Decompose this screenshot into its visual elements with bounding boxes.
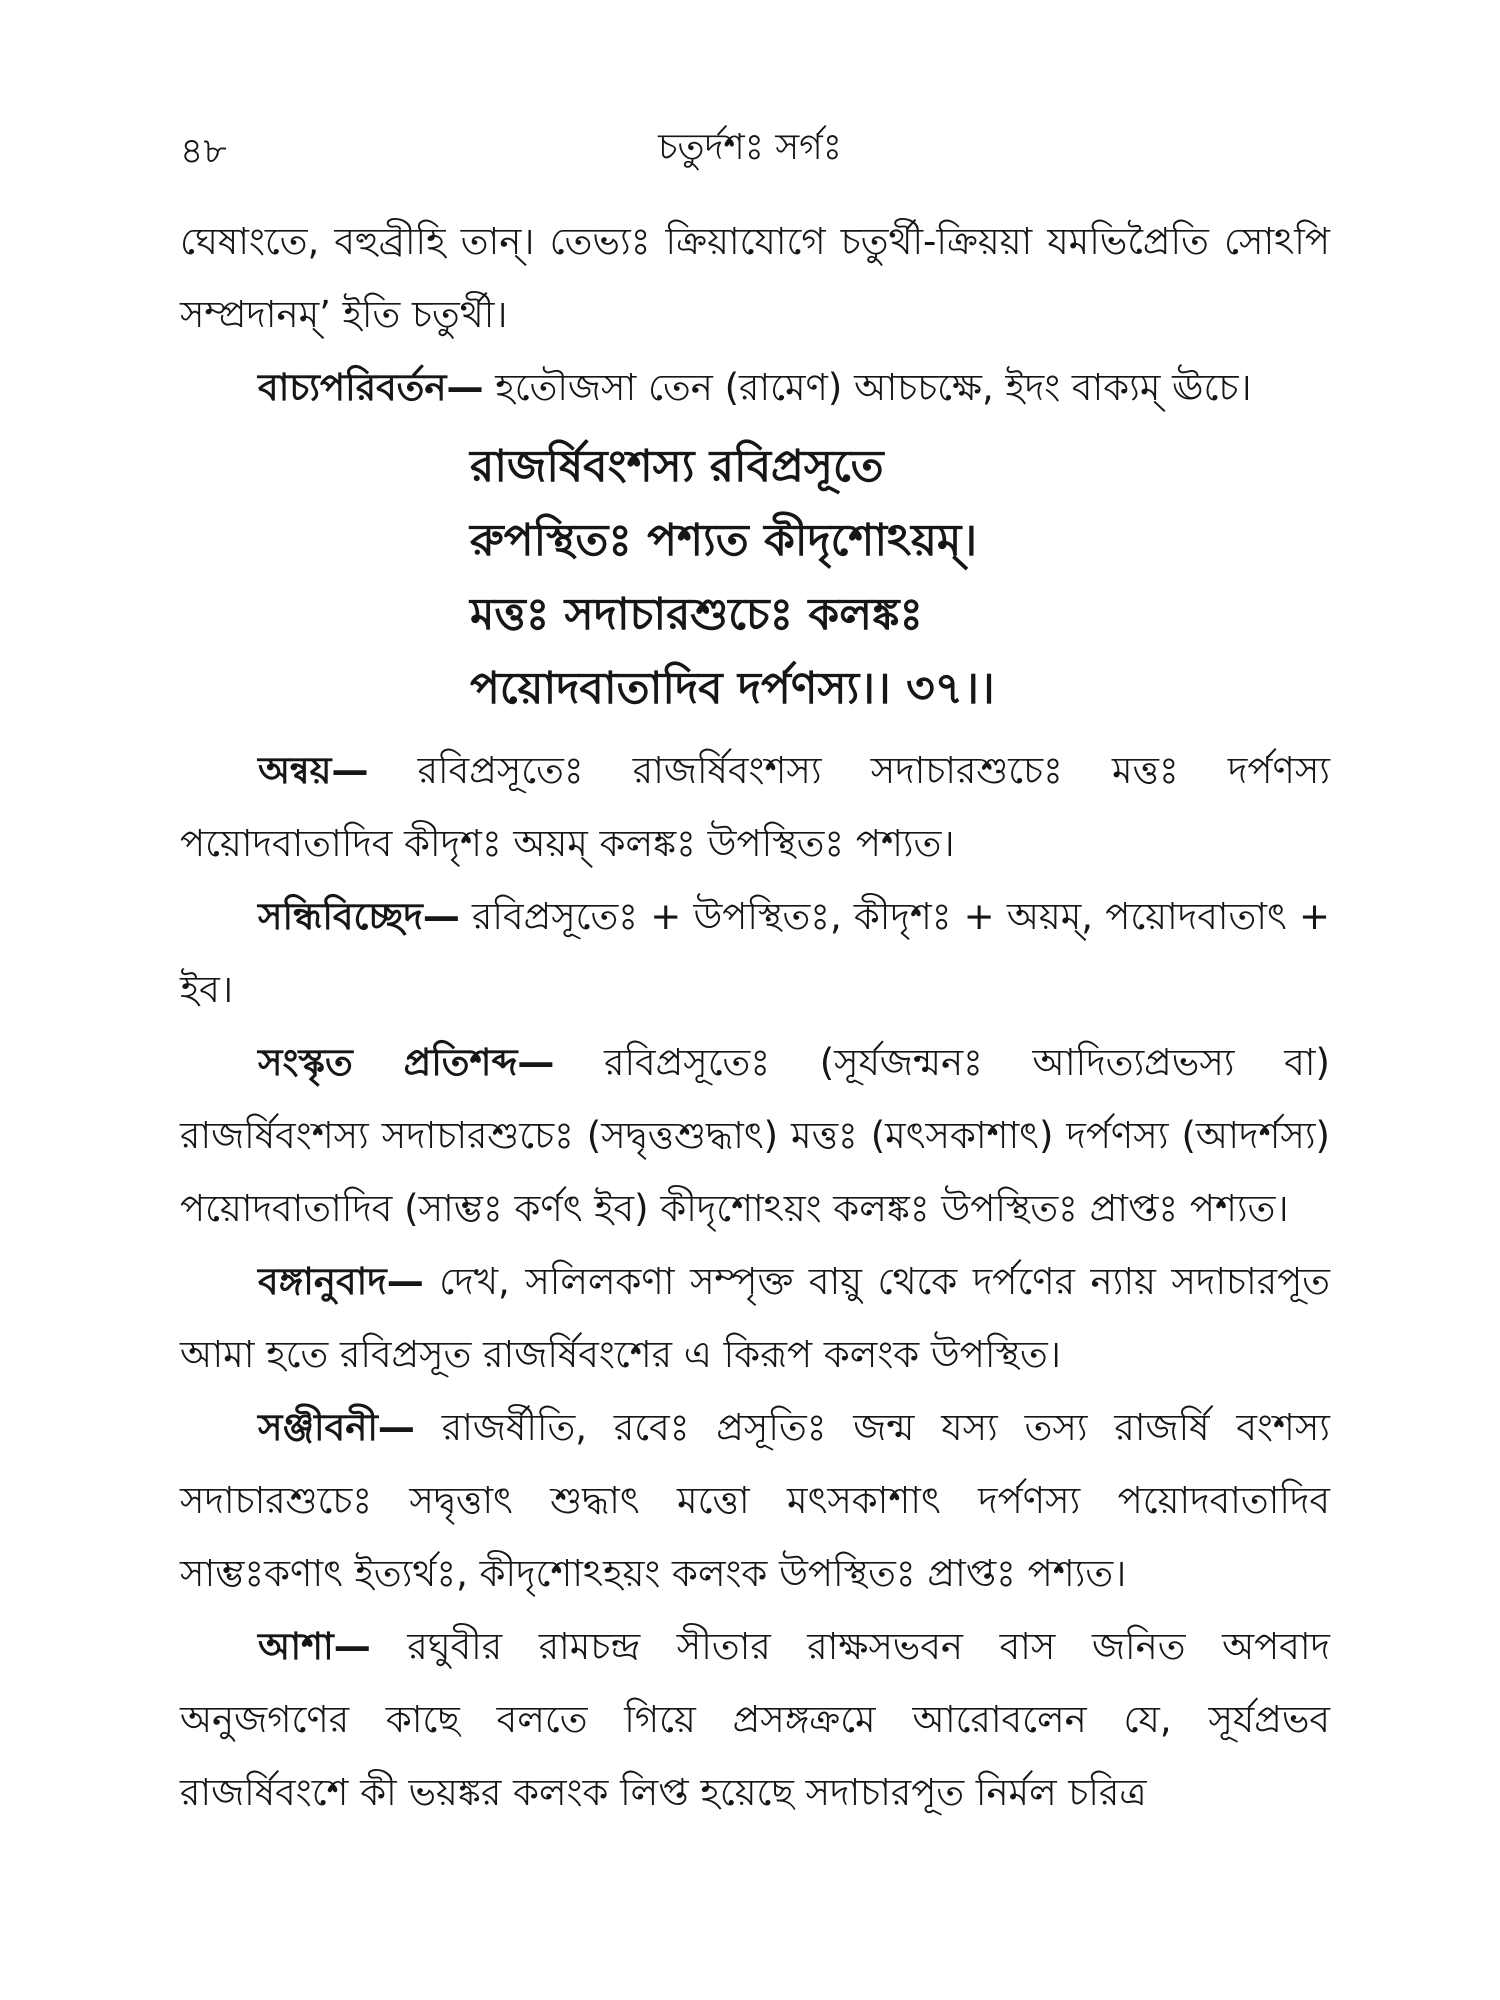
page-header — [180, 120, 1320, 180]
sanjivani-paragraph — [180, 1391, 1330, 1610]
sandhi-label: সন্ধিবিচ্ছেদ— — [258, 895, 460, 938]
running-title: চতুর্দশঃ সর্গঃ — [658, 127, 842, 168]
page-number: ৪৮ — [180, 131, 227, 172]
anubad-label: বঙ্গানুবাদ— — [258, 1260, 424, 1303]
sandhi-text: রবিপ্রসূতেঃ + উপস্থিতঃ, কীদৃশঃ + অয়ম্, পয়োদবাতাৎ + ইব। — [180, 895, 1330, 1011]
sandhi-paragraph — [180, 880, 1330, 1026]
anubad-paragraph — [180, 1245, 1330, 1391]
anvaya-label: অন্বয়— — [258, 749, 369, 792]
verse-line: পয়োদবাতাদিব দর্পণস্য।। ৩৭।। — [470, 663, 995, 714]
pratishabda-text: রবিপ্রসূতেঃ (সূর্যজন্মনঃ আদিত্যপ্রভস্য বা) রাজর্ষিবংশস্য সদাচারশুচেঃ (সদ্বৃত্তশুদ্ধাৎ) মত্তঃ (মৎসকাশাৎ) দর্পণস্য (আদর্শস্য) পয়োদবাতাদিব (সাম্ভঃ কর্ণৎ ইব) কীদৃশোঽয়ং কলঙ্কঃ উপস্থিতঃ প্রাপ্তঃ পশ্যত। — [180, 1041, 1330, 1230]
vachya-paragraph — [180, 351, 1330, 424]
verse-line: মত্তঃ সদাচারশুচেঃ কলঙ্কঃ — [470, 589, 923, 640]
pratishabda-label: সংস্কৃত প্রতিশব্দ— — [258, 1041, 555, 1084]
sanjivani-text: রাজর্ষীতি, রবেঃ প্রসূতিঃ জন্ম যস্য তস্য রাজর্ষি বংশস্য সদাচারশুচেঃ সদ্বৃত্তাৎ শুদ্ধাৎ মত্তো মৎসকাশাৎ দর্পণস্য পয়োদবাতাদিব সাম্ভঃকণাৎ ইত্যর্থঃ, কীদৃশোঽহয়ং কলংক উপস্থিতঃ প্রাপ্তঃ পশ্যত। — [180, 1406, 1330, 1595]
anubad-text: দেখ, সলিলকণা সম্পৃক্ত বায়ু থেকে দর্পণের ন্যায় সদাচারপূত আমা হতে রবিপ্রসূত রাজর্ষিবংশের এ কিরূপ কলংক উপস্থিত। — [180, 1260, 1330, 1376]
pratishabda-paragraph — [180, 1026, 1330, 1245]
verse-line: রুপস্থিতঃ পশ্যত কীদৃশোঽয়ম্। — [470, 515, 978, 566]
verse-block — [470, 430, 1330, 726]
asha-text: রঘুবীর রামচন্দ্র সীতার রাক্ষসভবন বাস জনিত অপবাদ অনুজগণের কাছে বলতে গিয়ে প্রসঙ্গক্রমে আরোবলেন যে, সূর্যপ্রভব রাজর্ষিবংশে কী ভয়ঙ্কর কলংক লিপ্ত হয়েছে সদাচারপূত নির্মল চরিত্র — [180, 1625, 1330, 1814]
anvaya-paragraph — [180, 734, 1330, 880]
verse-line: রাজর্ষিবংশস্য রবিপ্রসূতে — [470, 441, 884, 492]
intro-paragraph — [180, 205, 1330, 351]
page-body — [180, 205, 1330, 1829]
intro-text: ঘেষাংতে, বহুব্রীহি তান্। তেভ্যঃ ক্রিয়াযোগে চতুর্থী-ক্রিয়য়া যমভিপ্রৈতি সোঽপি সম্প্রদানম্’ ইতি চতুর্থী। — [180, 220, 1330, 336]
anvaya-text: রবিপ্রসূতেঃ রাজর্ষিবংশস্য সদাচারশুচেঃ মত্তঃ দর্পণস্য পয়োদবাতাদিব কীদৃশঃ অয়ম্ কলঙ্কঃ উপস্থিতঃ পশ্যত। — [180, 749, 1330, 865]
vachya-label: বাচ্যপরিবর্তন— — [258, 366, 484, 409]
vachya-text: হতৌজসা তেন (রামেণ) আচচক্ষে, ইদং বাক্যম্ ঊচে। — [483, 366, 1252, 409]
sanjivani-label: সঞ্জীবনী— — [258, 1406, 415, 1449]
asha-paragraph — [180, 1610, 1330, 1829]
asha-label: আশা— — [258, 1625, 371, 1668]
